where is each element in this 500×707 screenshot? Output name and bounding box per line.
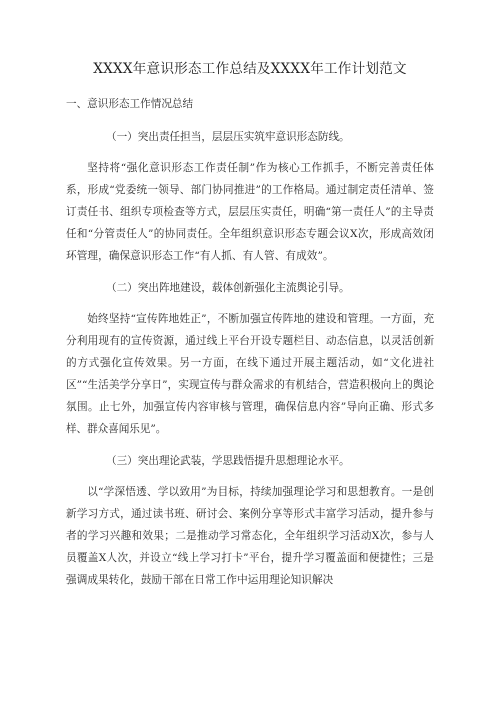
subsection-heading-1: （一）突出责任担当，层层压实筑牢意识形态防线。 [106,131,350,143]
paragraph-3: 以“学深悟透、学以致用”为目标，持续加强理论学习和思想教育。一是创新学习方式，通过读书班、研讨会、案例分享等形式丰富学习活动，提升参与者的学习兴趣和效果；二是推动学习常态化，全年组织学习活动X次，参与人员覆盖X人次，并设立“线上学习打卡”平台，提升学习覆盖面和便捷性；三是强调成果转化，鼓励干部在日常工作中运用理论知识解决 [66,486,434,586]
subsection-heading-3: （三）突出理论武装，学思践悟提升思想理论水平。 [106,455,350,467]
paragraph-1: 坚持将“强化意识形态工作责任制”作为核心工作抓手，不断完善责任体系，形成“党委统一领导、部门协同推进”的工作格局。通过制定责任清单、签订责任书、组织专项检查等方式，层层压实责任，明确“第一责任人”的主导责任和“分管责任人”的协同责任。全年组织意识形态专题会议X次，形成高效闭环管理，确保意识形态工作“有人抓、有人管、有成效”。 [66,162,434,262]
section-heading-1: 一、意识形态工作情况总结 [66,98,194,110]
paragraph-2: 始终坚持“宣传阵地姓正”，不断加强宣传阵地的建设和管理。一方面，充分利用现有的宣传资源，通过线上平台开设专题栏目、动态信息，以灵活创新的方式强化宣传效果。另一方面，在线下通过开展主题活动，如“文化进社区”“生活美学分享日”，实现宣传与群众需求的有机结合，营造积极向上的舆论氛围。止七外，加强宣传内容审核与管理，确保信息内容”导向正确、形式多样、群众喜闻乐见”。 [66,313,434,435]
document-title: XXXX年意识形态工作总结及XXXX年工作计划范文 [93,61,407,77]
subsection-heading-2: （二）突出阵地建设，载体创新强化主流舆论引导。 [106,282,350,294]
